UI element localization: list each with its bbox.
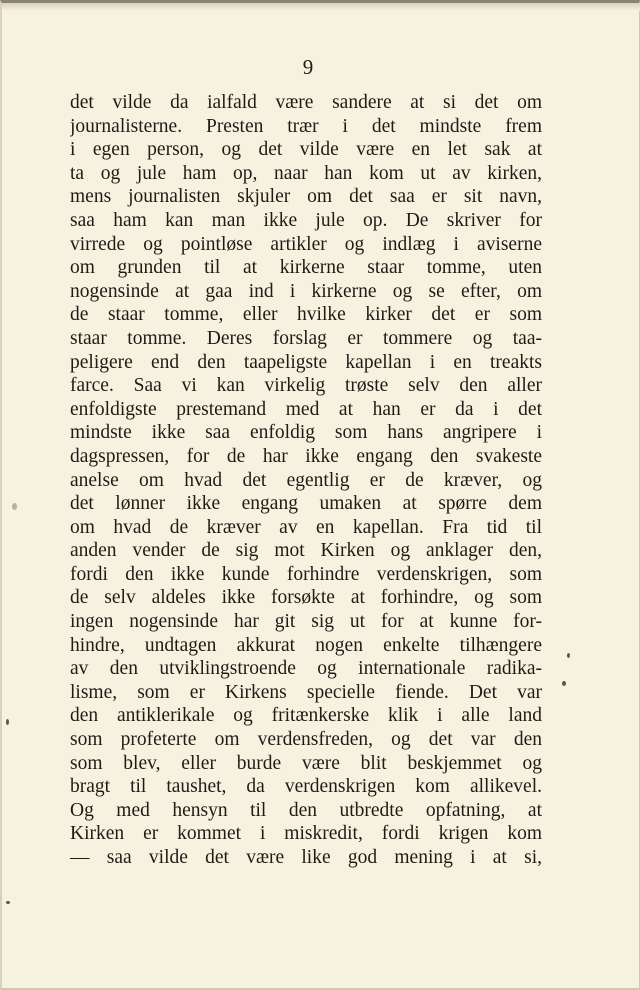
text-line: ta og jule ham op, naar han kom ut av kirken, [70, 162, 542, 184]
text-line: anden vender de sig mot Kirken og anklager den, [70, 540, 542, 562]
text-line: journalisterne. Presten trær i det mindste frem [70, 115, 542, 137]
text-line: fordi den ikke kunde forhindre verdenskrigen, som [70, 563, 542, 585]
body-text [70, 91, 542, 870]
text-line: anelse om hvad det egentlig er de kræver, og [70, 469, 542, 491]
text-line: som blev, eller burde være blit beskjemmet og [70, 752, 542, 774]
text-line: dagspressen, for de har ikke engang den svakeste [70, 445, 542, 467]
paper-speck [6, 901, 10, 904]
text-line: virrede og pointløse artikler og indlæg i aviserne [70, 233, 542, 255]
text-line: enfoldigste prestemand med at han er da i det [70, 398, 542, 420]
paper-speck [6, 719, 9, 725]
text-line: det lønner ikke engang umaken at spørre dem [70, 493, 542, 515]
text-line: om hvad de kræver av en kapellan. Fra tid til [70, 516, 542, 538]
paper-speck [567, 653, 570, 658]
text-line: i egen person, og det vilde være en let sak at [70, 139, 542, 161]
text-line: om grunden til at kirkerne staar tomme, uten [70, 257, 542, 279]
text-line: Og med hensyn til den utbredte opfatning, at [70, 799, 542, 821]
text-line: bragt til taushet, da verdenskrigen kom allikevel. [70, 776, 542, 798]
text-line: Kirken er kommet i miskredit, fordi krigen kom [70, 823, 542, 845]
text-line: hindre, undtagen akkurat nogen enkelte tilhængere [70, 634, 542, 656]
paper-speck [12, 503, 17, 510]
text-line: mindste ikke saa enfoldig som hans angripere i [70, 422, 542, 444]
text-line: farce. Saa vi kan virkelig trøste selv den aller [70, 375, 542, 397]
text-line: — saa vilde det være like god mening i at si, [70, 847, 542, 868]
text-line: mens journalisten skjuler om det saa er sit navn, [70, 186, 542, 208]
text-line: den antiklerikale og fritænkerske klik i alle land [70, 705, 542, 727]
text-line: som profeterte om verdensfreden, og det var den [70, 729, 542, 751]
text-line: peligere end den taapeligste kapellan i en treakts [70, 351, 542, 373]
text-line: ingen nogensinde har git sig ut for at kunne for- [70, 611, 542, 633]
text-line: lisme, som er Kirkens specielle fiende. Det var [70, 681, 542, 703]
page-number: 9 [302, 55, 314, 79]
text-line: saa ham kan man ikke jule op. De skriver for [70, 209, 542, 231]
text-line: det vilde da ialfald være sandere at si det om [70, 92, 542, 113]
text-line: de staar tomme, eller hvilke kirker det er som [70, 304, 542, 326]
text-line: staar tomme. Deres forslag er tommere og taa- [70, 327, 542, 349]
text-line: nogensinde at gaa ind i kirkerne og se efter, om [70, 280, 542, 302]
paper-speck [562, 681, 566, 686]
text-line: de selv aldeles ikke forsøkte at forhindre, og som [70, 587, 542, 609]
text-line: av den utviklingstroende og internationale radika- [70, 658, 542, 680]
page-top-edge [2, 3, 640, 11]
